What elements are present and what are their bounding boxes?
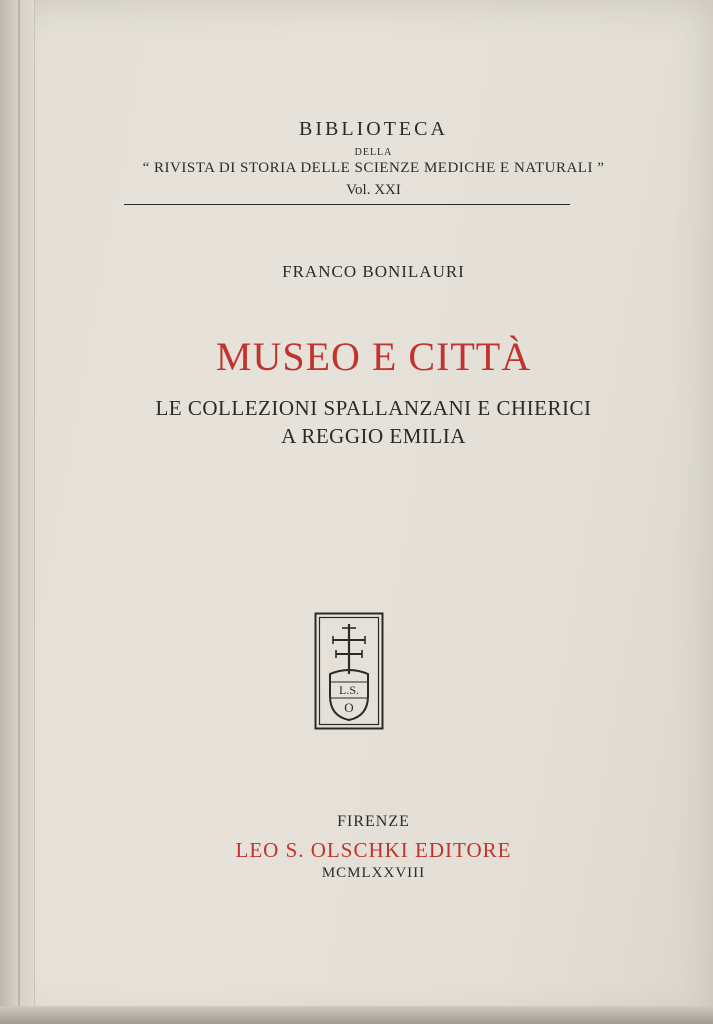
author-name: FRANCO BONILAURI bbox=[282, 262, 465, 281]
subtitle-line-2: A REGGIO EMILIA bbox=[281, 424, 466, 448]
publisher-mark-icon bbox=[314, 612, 384, 730]
series-title: BIBLIOTECA bbox=[299, 118, 448, 140]
imprint-year: MCMLXXVIII bbox=[321, 865, 426, 881]
cover-bottom-edge bbox=[0, 1006, 713, 1024]
imprint-city: FIRENZE bbox=[337, 813, 410, 830]
book-title: MUSEO E CITTÀ bbox=[215, 334, 532, 379]
spine-fold-line bbox=[18, 0, 20, 1024]
series-della: DELLA bbox=[354, 147, 393, 158]
imprint-publisher: LEO S. OLSCHKI EDITORE bbox=[235, 838, 512, 862]
divider-rule bbox=[124, 204, 570, 205]
series-journal: “ RIVISTA DI STORIA DELLE SCIENZE MEDICHE E NATURALI ” bbox=[142, 160, 605, 176]
subtitle-line-1: LE COLLEZIONI SPALLANZANI E CHIERICI bbox=[155, 396, 592, 420]
publisher-mark-initials: L.S. bbox=[338, 683, 360, 697]
series-volume: Vol. XXI bbox=[346, 182, 401, 198]
publisher-mark-letter: O bbox=[344, 700, 354, 715]
